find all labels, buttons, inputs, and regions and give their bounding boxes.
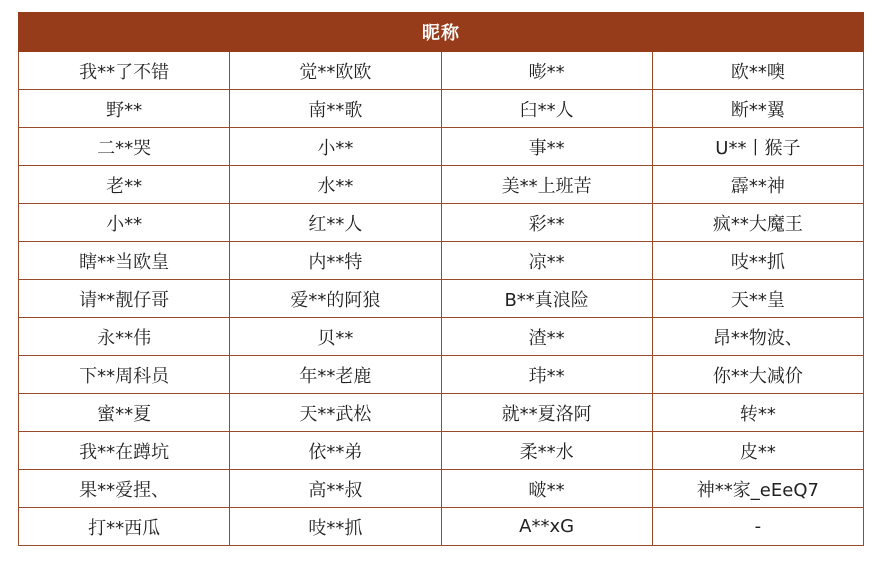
nickname-cell: 请**靓仔哥 xyxy=(19,280,230,318)
table-row xyxy=(19,128,864,166)
nickname-cell: 打**西瓜 xyxy=(19,508,230,546)
nickname-cell: 彩** xyxy=(441,204,652,242)
nickname-cell: 水** xyxy=(230,166,441,204)
nickname-cell: 就**夏洛阿 xyxy=(441,394,652,432)
nickname-cell: 贝** xyxy=(230,318,441,356)
nickname-cell: 凉** xyxy=(441,242,652,280)
nickname-cell: 依**弟 xyxy=(230,432,441,470)
nickname-cell: 高**叔 xyxy=(230,470,441,508)
nickname-table-container xyxy=(18,12,864,546)
nickname-cell: 吱**抓 xyxy=(652,242,863,280)
nickname-table xyxy=(18,12,864,546)
nickname-cell: 下**周科员 xyxy=(19,356,230,394)
nickname-cell: 永**伟 xyxy=(19,318,230,356)
table-row xyxy=(19,394,864,432)
table-header-title: 昵称 xyxy=(19,13,864,52)
nickname-cell: 爱**的阿狼 xyxy=(230,280,441,318)
nickname-cell: 小** xyxy=(230,128,441,166)
nickname-cell: 你**大减价 xyxy=(652,356,863,394)
table-row xyxy=(19,166,864,204)
table-row xyxy=(19,318,864,356)
nickname-cell: A**xG xyxy=(441,508,652,546)
nickname-cell: 啵** xyxy=(441,470,652,508)
nickname-cell: 昂**物波、 xyxy=(652,318,863,356)
nickname-cell: 事** xyxy=(441,128,652,166)
table-row xyxy=(19,470,864,508)
nickname-cell: 野** xyxy=(19,90,230,128)
nickname-cell: 南**歌 xyxy=(230,90,441,128)
nickname-cell: 断**翼 xyxy=(652,90,863,128)
nickname-cell: 小** xyxy=(19,204,230,242)
table-header-row xyxy=(19,13,864,52)
nickname-cell: 霹**神 xyxy=(652,166,863,204)
table-row xyxy=(19,52,864,90)
table-row xyxy=(19,356,864,394)
nickname-cell: 玮** xyxy=(441,356,652,394)
nickname-cell: 柔**水 xyxy=(441,432,652,470)
nickname-cell: 我**了不错 xyxy=(19,52,230,90)
table-body xyxy=(19,52,864,546)
nickname-cell: B**真浪险 xyxy=(441,280,652,318)
nickname-cell: 神**家_eEeQ7 xyxy=(652,470,863,508)
nickname-cell: 内**特 xyxy=(230,242,441,280)
nickname-cell: 皮** xyxy=(652,432,863,470)
nickname-cell: 年**老鹿 xyxy=(230,356,441,394)
nickname-cell: - xyxy=(652,508,863,546)
nickname-cell: 觉**欧欧 xyxy=(230,52,441,90)
nickname-cell: 我**在蹲坑 xyxy=(19,432,230,470)
nickname-cell: 红**人 xyxy=(230,204,441,242)
nickname-cell: 吱**抓 xyxy=(230,508,441,546)
nickname-cell: 二**哭 xyxy=(19,128,230,166)
nickname-cell: 美**上班苦 xyxy=(441,166,652,204)
nickname-cell: 天**皇 xyxy=(652,280,863,318)
nickname-cell: 嘭** xyxy=(441,52,652,90)
table-row xyxy=(19,242,864,280)
nickname-cell: 蜜**夏 xyxy=(19,394,230,432)
nickname-cell: 臼**人 xyxy=(441,90,652,128)
table-row xyxy=(19,432,864,470)
nickname-cell: 转** xyxy=(652,394,863,432)
nickname-cell: 欧**噢 xyxy=(652,52,863,90)
nickname-cell: 老** xyxy=(19,166,230,204)
nickname-cell: 果**爱捏、 xyxy=(19,470,230,508)
table-row xyxy=(19,90,864,128)
nickname-cell: U**丨猴子 xyxy=(652,128,863,166)
table-row xyxy=(19,280,864,318)
nickname-cell: 瞎**当欧皇 xyxy=(19,242,230,280)
nickname-cell: 渣** xyxy=(441,318,652,356)
table-row xyxy=(19,204,864,242)
table-row xyxy=(19,508,864,546)
nickname-cell: 天**武松 xyxy=(230,394,441,432)
nickname-cell: 疯**大魔王 xyxy=(652,204,863,242)
